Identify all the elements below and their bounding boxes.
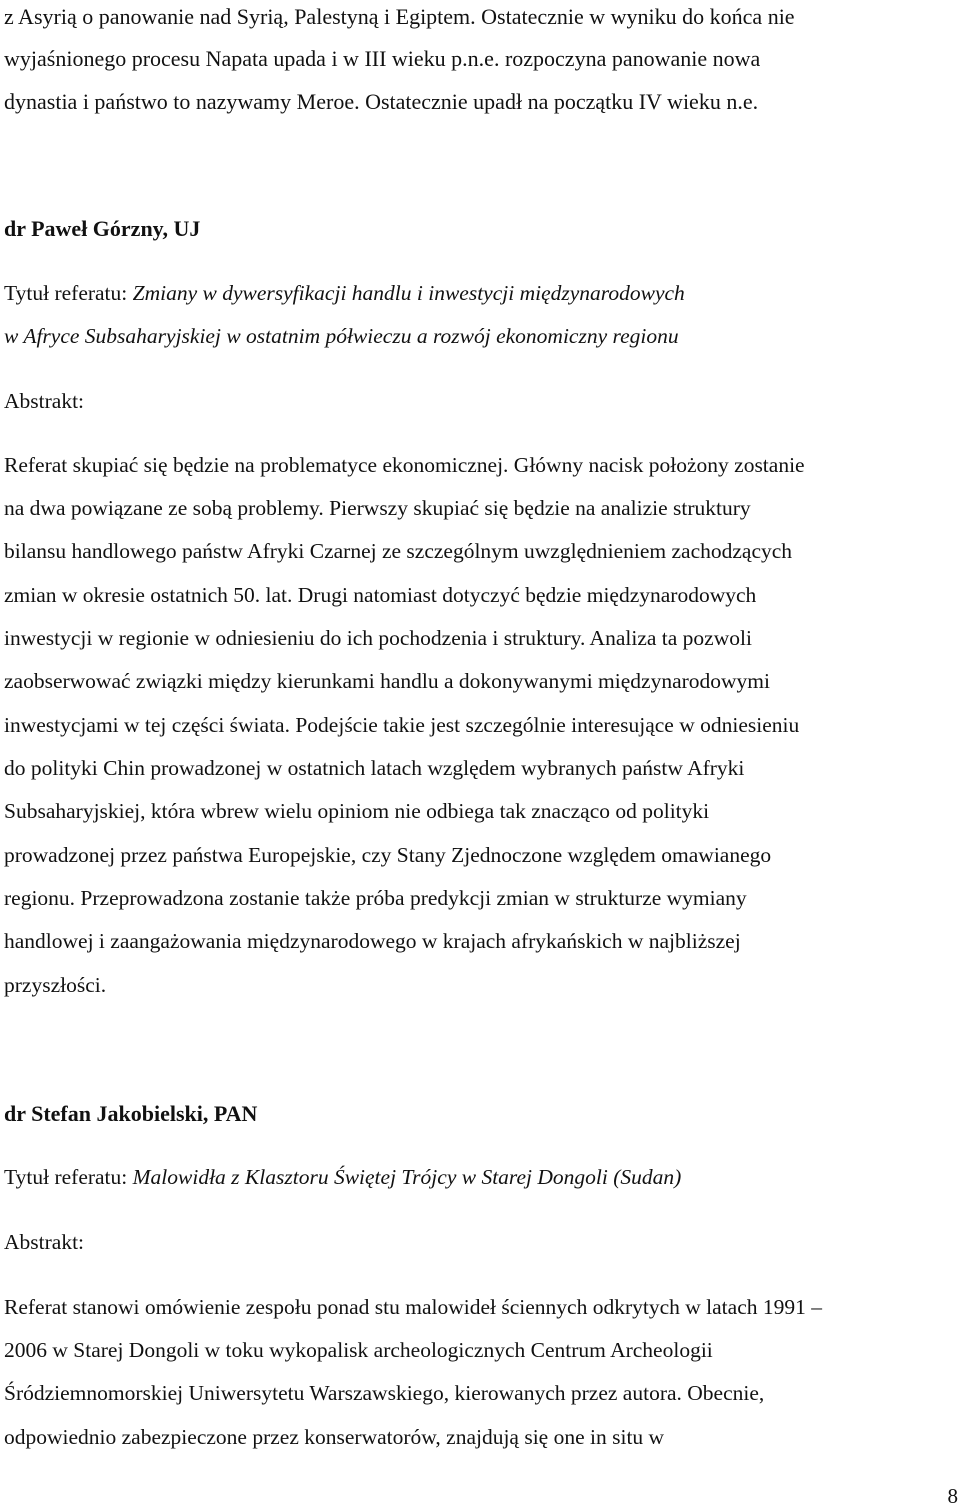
title-label: Tytuł referatu:	[4, 1165, 128, 1189]
abstract-line: inwestycji w regionie w odniesieniu do ich pochodzenia i struktury. Analiza ta pozwoli	[4, 626, 752, 650]
author-name: dr Paweł Górzny, UJ	[4, 216, 201, 241]
abstract-line: zaobserwować związki między kierunkami handlu a dokonywanymi międzynarodowymi	[4, 669, 771, 693]
abstract-line: Subsaharyjskiej, która wbrew wielu opiniom nie odbiega tak znacząco od polityki	[4, 799, 710, 823]
author-name: dr Stefan Jakobielski, PAN	[4, 1101, 258, 1126]
abstract-line: handlowej i zaangażowania międzynarodowego w krajach afrykańskich w najbliższej	[4, 929, 741, 953]
abstract-line: prowadzonej przez państwa Europejskie, czy Stany Zjednoczone względem omawianego	[4, 843, 772, 867]
abstract-label: Abstrakt:	[4, 389, 85, 413]
abstract-line: Referat skupiać się będzie na problematyce ekonomicznej. Główny nacisk położony zostanie	[4, 453, 805, 477]
abstract-line: bilansu handlowego państw Afryki Czarnej ze szczególnym uwzględnieniem zachodzących	[4, 539, 793, 563]
abstract-line: Referat stanowi omówienie zespołu ponad stu malowideł ściennych odkrytych w latach 1991 –	[4, 1295, 822, 1319]
paper-title: Zmiany w dywersyfikacji handlu i inwestycji międzynarodowych	[132, 281, 685, 305]
intro-line: wyjaśnionego procesu Napata upada i w III wieku p.n.e. rozpoczyna panowanie nowa	[4, 46, 761, 71]
abstract-line: 2006 w Starej Dongoli w toku wykopalisk archeologicznych Centrum Archeologii	[4, 1338, 713, 1362]
page-number: 8	[947, 1484, 958, 1508]
abstract-line: regionu. Przeprowadzona zostanie także próba predykcji zmian w strukturze wymiany	[4, 886, 747, 910]
abstract-label: Abstrakt:	[4, 1230, 85, 1254]
abstract-line: na dwa powiązane ze sobą problemy. Pierwszy skupiać się będzie na analizie struktury	[4, 496, 751, 520]
abstract-line: odpowiednio zabezpieczone przez konserwatorów, znajdują się one in situ w	[4, 1425, 665, 1449]
intro-line: z Asyrią o panowanie nad Syrią, Palestyną i Egiptem. Ostatecznie w wyniku do końca nie	[4, 4, 795, 29]
abstract-line: przyszłości.	[4, 973, 107, 997]
paper-title: w Afryce Subsaharyjskiej w ostatnim półwieczu a rozwój ekonomiczny regionu	[4, 324, 679, 348]
paper-title-line	[4, 1167, 681, 1189]
abstract-line: inwestycjami w tej części świata. Podejście takie jest szczególnie interesujące w odniesieniu	[4, 713, 800, 737]
abstract-line: zmian w okresie ostatnich 50. lat. Drugi natomiast dotyczyć będzie międzynarodowych	[4, 583, 757, 607]
paper-title: Malowidła z Klasztoru Świętej Trójcy w Starej Dongoli (Sudan)	[132, 1165, 682, 1189]
title-label: Tytuł referatu:	[4, 281, 128, 305]
abstract-line: Śródziemnomorskiej Uniwersytetu Warszawskiego, kierowanych przez autora. Obecnie,	[4, 1381, 765, 1405]
intro-line: dynastia i państwo to nazywamy Meroe. Ostatecznie upadł na początku IV wieku n.e.	[4, 89, 759, 114]
abstract-line: do polityki Chin prowadzonej w ostatnich latach względem wybranych państw Afryki	[4, 756, 745, 780]
paper-title-line	[4, 283, 685, 305]
